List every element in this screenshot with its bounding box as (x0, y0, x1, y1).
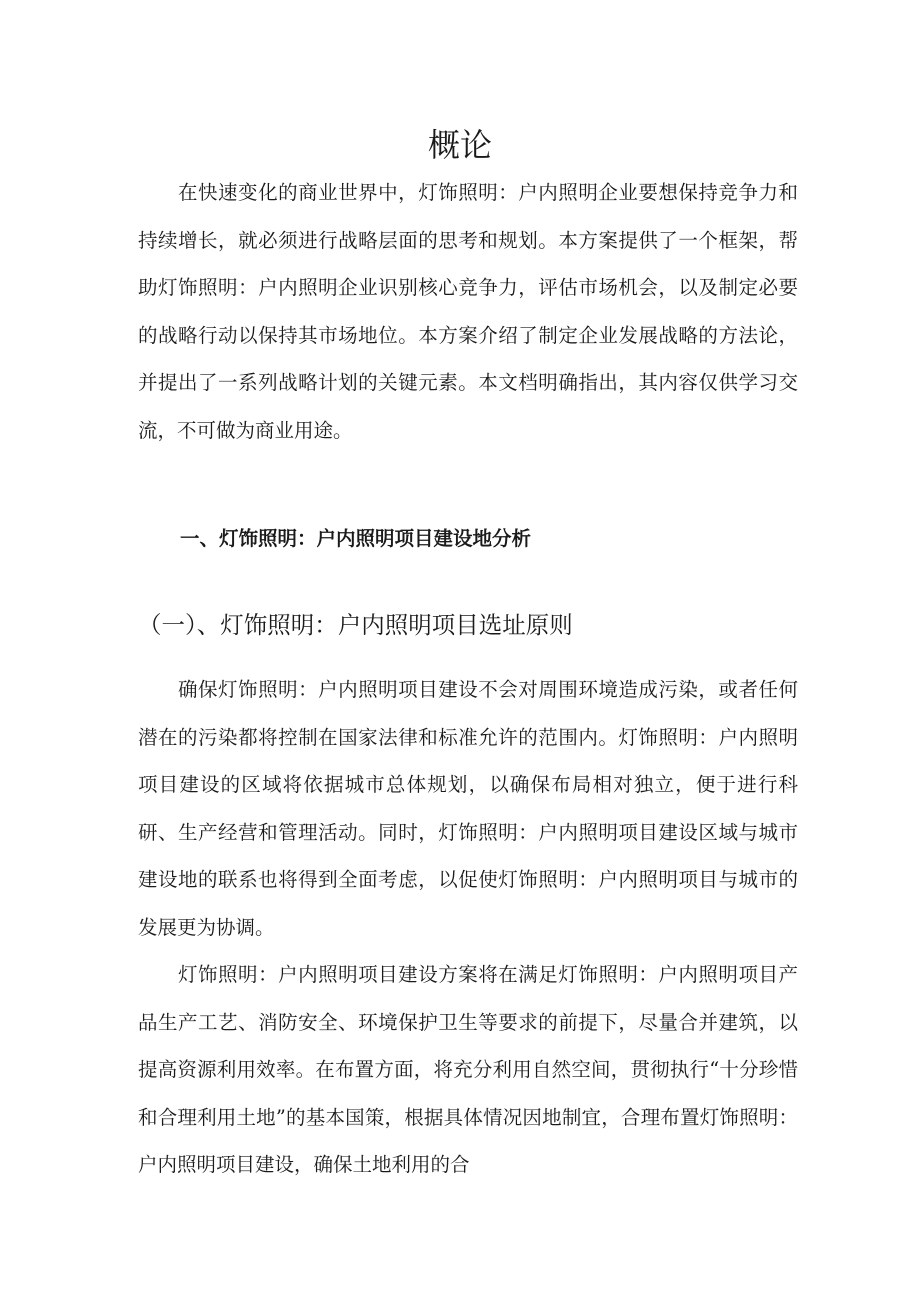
body-paragraph: 确保灯饰照明：户内照明项目建设不会对周围环境造成污染，或者任何潜在的污染都将控制在国家法律和标准允许的范围内。灯饰照明：户内照明项目建设的区域将依据城市总体规划，以确保布局相对独立，便于进行科研、生产经营和管理活动。同时，灯饰照明：户内照明项目建设区域与城市建设地的联系也将得到全面考虑，以促使灯饰照明：户内照明项目与城市的发展更为协调。 (138, 678, 798, 939)
document-title: 概论 (427, 126, 492, 164)
subsection-heading: （一）、灯饰照明：户内照明项目选址原则 (138, 611, 573, 639)
intro-paragraph: 在快速变化的商业世界中，灯饰照明：户内照明企业要想保持竞争力和持续增长，就必须进行战略层面的思考和规划。本方案提供了一个框架，帮助灯饰照明：户内照明企业识别核心竞争力，评估市场机会，以及制定必要的战略行动以保持其市场地位。本方案介绍了制定企业发展战略的方法论，并提出了一系列战略计划的关键元素。本文档明确指出，其内容仅供学习交流，不可做为商业用途。 (138, 181, 798, 442)
body-paragraph: 灯饰照明：户内照明项目建设方案将在满足灯饰照明：户内照明项目产品生产工艺、消防安全、环境保护卫生等要求的前提下，尽量合并建筑，以提高资源利用效率。在布置方面，将充分利用自然空间，贯彻执行“十分珍惜和合理利用土地”的基本国策，根据具体情况因地制宜，合理布置灯饰照明：户内照明项目建设，确保土地利用的合 (138, 963, 798, 1176)
section-heading: 一、灯饰照明：户内照明项目建设地分析 (180, 527, 532, 550)
